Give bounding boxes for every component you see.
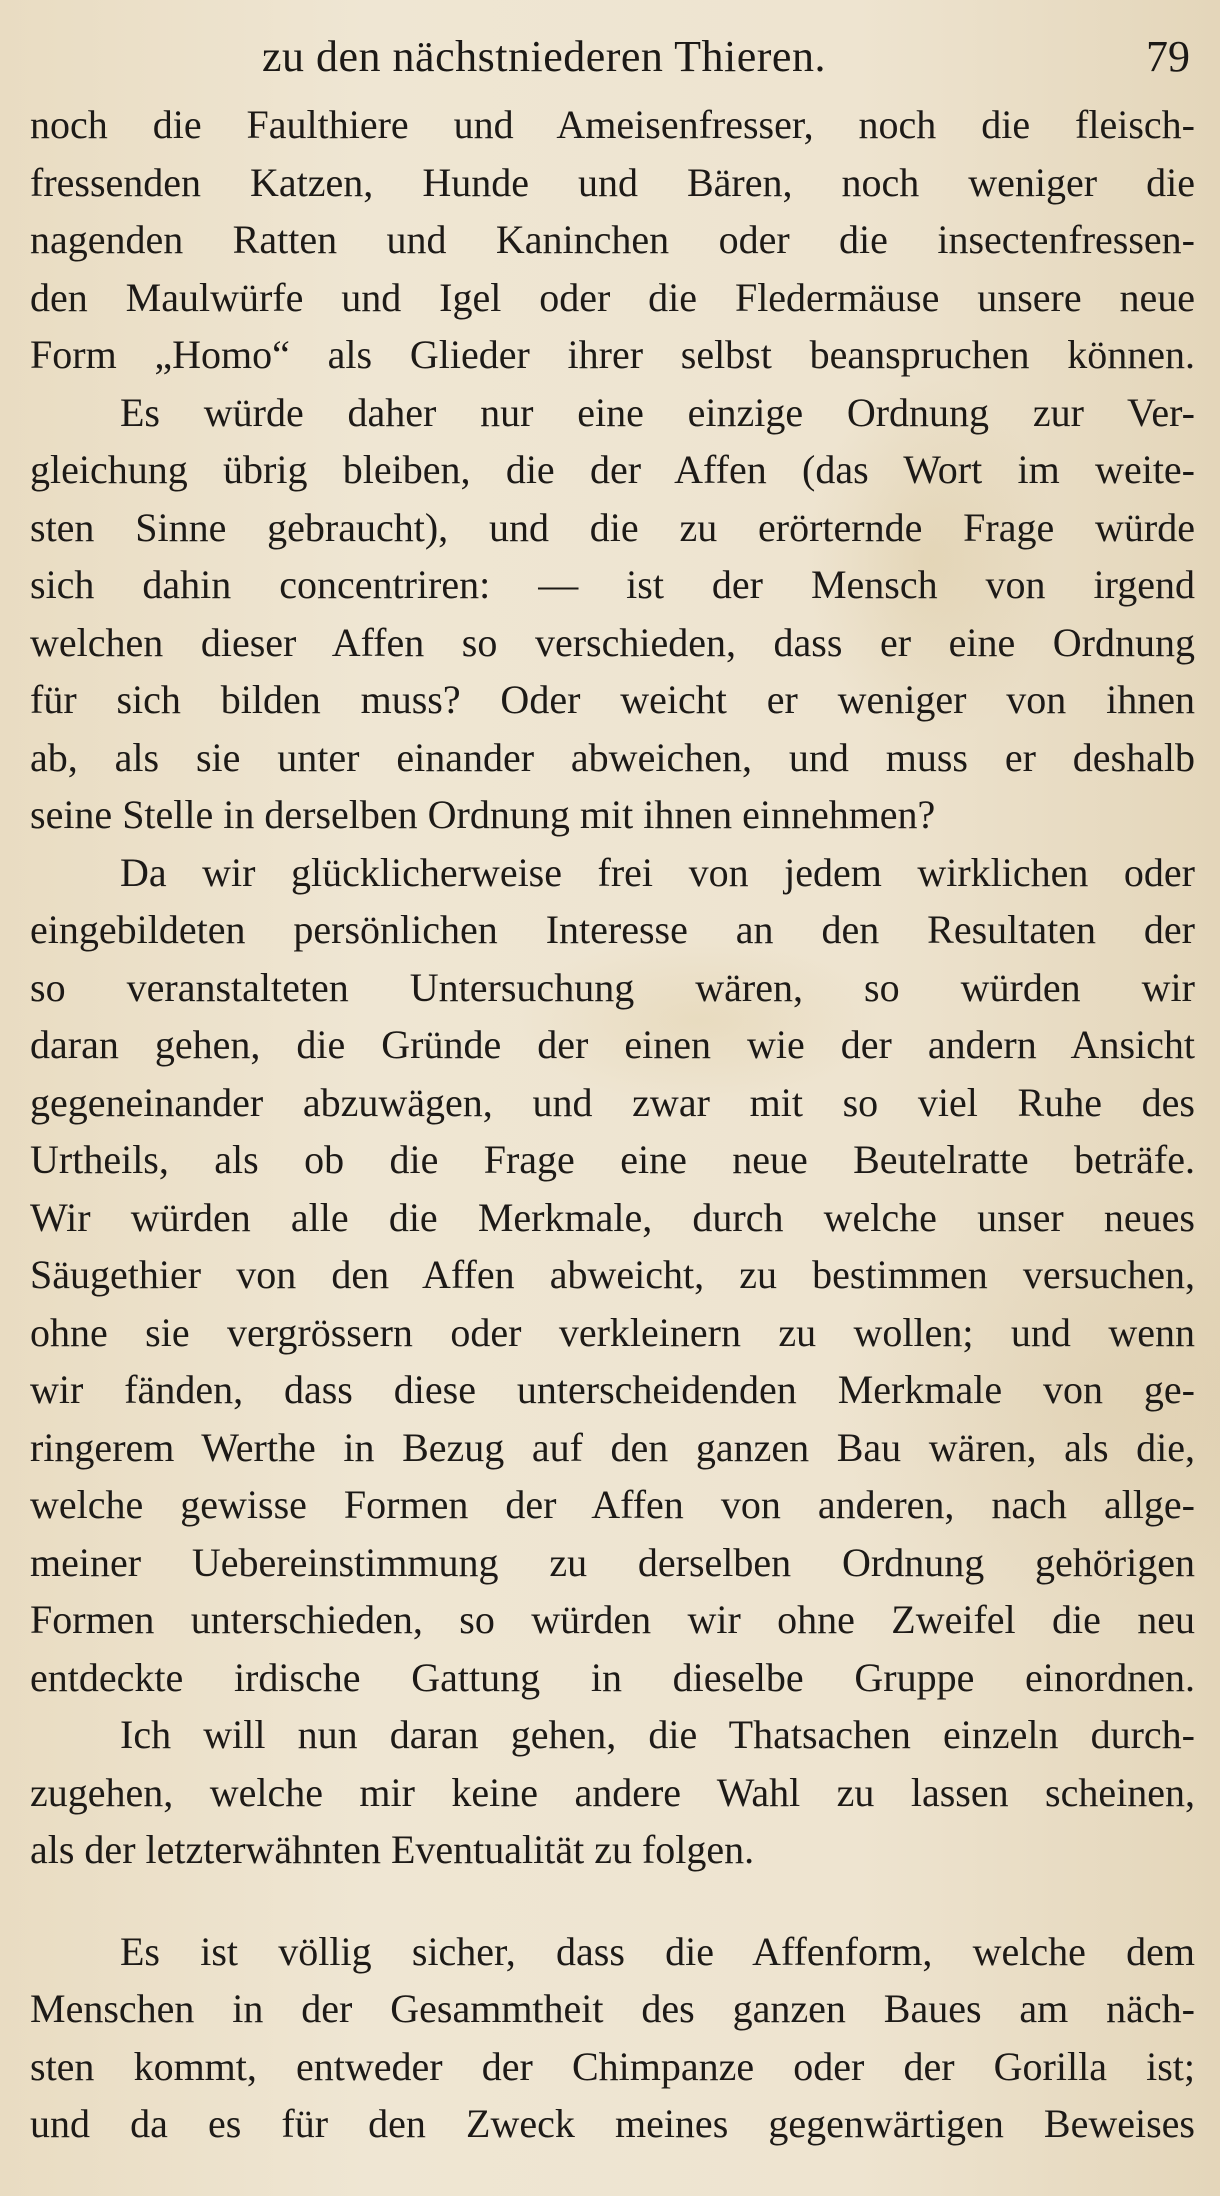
paragraph-start-line: Da wir glücklicherweise frei von jedem wirklichen oder bbox=[120, 849, 1195, 895]
text-line: fressenden Katzen, Hunde und Bären, noch weniger die bbox=[30, 159, 1195, 205]
section-gap bbox=[30, 1879, 1195, 1923]
text-line: so veranstalteten Untersuchung wären, so würden wir bbox=[30, 964, 1195, 1010]
text-line: welchen dieser Affen so verschieden, dass er eine Ordnung bbox=[30, 619, 1195, 665]
text-line: Wir würden alle die Merkmale, durch welche unser neues bbox=[30, 1194, 1195, 1240]
paragraph-start-line: Ich will nun daran gehen, die Thatsachen einzeln durch- bbox=[120, 1712, 1195, 1757]
text-line: als der letzterwähnten Eventualität zu folgen. bbox=[30, 1827, 755, 1872]
text-line: ringerem Werthe in Bezug auf den ganzen Bau wären, als die, bbox=[30, 1424, 1195, 1470]
body-text bbox=[30, 96, 1195, 2153]
text-line: ab, als sie unter einander abweichen, und muss er deshalb bbox=[30, 734, 1195, 780]
text-line: für sich bilden muss? Oder weicht er weniger von ihnen bbox=[30, 677, 1195, 722]
text-line: Säugethier von den Affen abweicht, zu bestimmen versuchen, bbox=[30, 1252, 1195, 1297]
text-line: und da es für den Zweck meines gegenwärtigen Beweises bbox=[30, 2101, 1195, 2146]
text-line: daran gehen, die Gründe der einen wie der andern Ansicht bbox=[30, 1022, 1195, 1067]
text-line: Form „Homo“ als Glieder ihrer selbst beanspruchen können. bbox=[30, 332, 1195, 377]
text-line: Menschen in der Gesammtheit des ganzen Baues am näch- bbox=[30, 1986, 1195, 2031]
text-line: entdeckte irdische Gattung in dieselbe Gruppe einordnen. bbox=[30, 1654, 1195, 1700]
text-line: ohne sie vergrössern oder verkleinern zu wollen; und wenn bbox=[30, 1309, 1195, 1355]
text-line: zugehen, welche mir keine andere Wahl zu lassen scheinen, bbox=[30, 1769, 1195, 1815]
paragraph-start-line: Es würde daher nur eine einzige Ordnung zur Ver- bbox=[120, 389, 1195, 435]
text-line: seine Stelle in derselben Ordnung mit ihnen einnehmen? bbox=[30, 792, 936, 837]
text-line: gegeneinander abzuwägen, und zwar mit so viel Ruhe des bbox=[30, 1079, 1195, 1125]
text-line: wir fänden, dass diese unterscheidenden Merkmale von ge- bbox=[30, 1367, 1195, 1412]
paragraph-start-line: Es ist völlig sicher, dass die Affenform, welche dem bbox=[120, 1928, 1195, 1974]
text-line: den Maulwürfe und Igel oder die Fledermäuse unsere neue bbox=[30, 274, 1195, 320]
text-line: sten Sinne gebraucht), und die zu erörternde Frage würde bbox=[30, 504, 1195, 550]
text-line: noch die Faulthiere und Ameisenfresser, noch die fleisch- bbox=[30, 102, 1195, 147]
text-line: sich dahin concentriren: — ist der Mensch von irgend bbox=[30, 562, 1195, 607]
text-line: gleichung übrig bleiben, die der Affen (das Wort im weite- bbox=[30, 447, 1195, 492]
page-number: 79 bbox=[1146, 32, 1190, 81]
running-title: zu den nächstniederen Thieren. bbox=[262, 32, 826, 81]
text-line: nagenden Ratten und Kaninchen oder die insectenfressen- bbox=[30, 217, 1195, 262]
text-line: meiner Uebereinstimmung zu derselben Ordnung gehörigen bbox=[30, 1539, 1195, 1585]
text-line: Urtheils, als ob die Frage eine neue Beutelratte beträfe. bbox=[30, 1137, 1195, 1182]
text-line: welche gewisse Formen der Affen von anderen, nach allge- bbox=[30, 1482, 1195, 1527]
text-line: sten kommt, entweder der Chimpanze oder der Gorilla ist; bbox=[30, 2043, 1195, 2089]
text-line: Formen unterschieden, so würden wir ohne Zweifel die neu bbox=[30, 1597, 1195, 1642]
running-head bbox=[0, 22, 1220, 92]
text-line: eingebildeten persönlichen Interesse an den Resultaten der bbox=[30, 907, 1195, 952]
